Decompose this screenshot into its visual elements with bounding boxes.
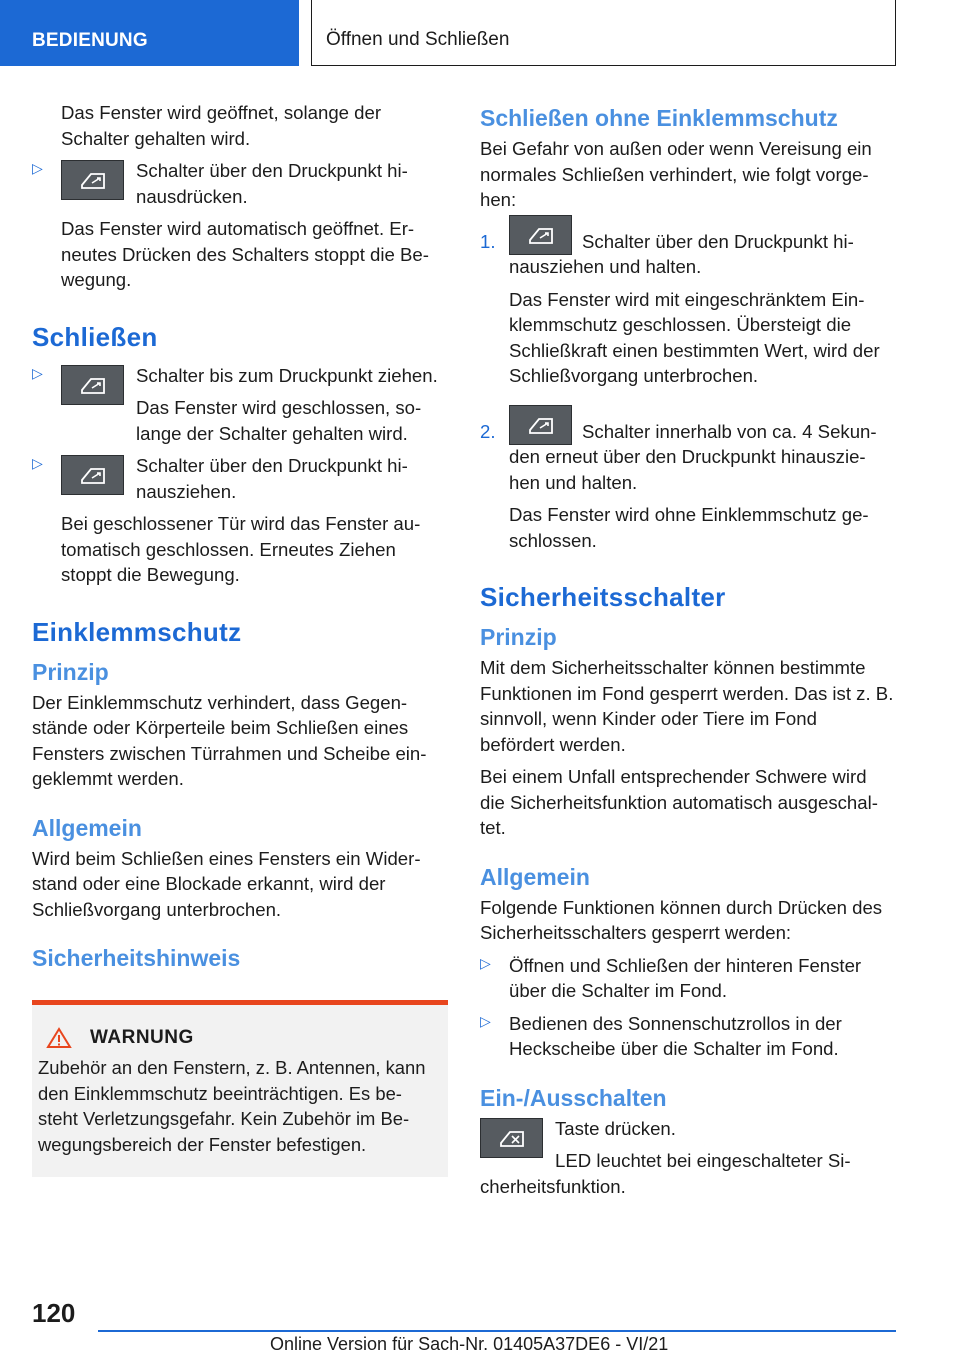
window-switch-icon <box>61 365 124 405</box>
close-item-1 <box>32 363 448 447</box>
right-column <box>480 100 896 1199</box>
left-column <box>32 100 448 1177</box>
step-2-result: Das Fenster wird ohne Einklemmschutz ge-schlossen. <box>509 504 869 551</box>
page-header <box>0 0 960 66</box>
triangle-bullet-icon: ▷ <box>32 364 43 381</box>
triangle-bullet-icon: ▷ <box>32 455 43 471</box>
window-lock-icon <box>480 1118 543 1158</box>
general-text: Wird beim Schließen eines Fensters ein Wider-stand oder eine Blockade erkannt, wird der Schließvorgang unterbrochen. <box>32 847 421 920</box>
list-item-text: Bedienen des Sonnenschutzrollos in der Heckscheibe über die Schalter im Fond. <box>509 1012 842 1059</box>
chapter-title: Öffnen und Schließen <box>311 0 896 66</box>
close-1-action: Schalter bis zum Druckpunkt ziehen. <box>136 364 438 386</box>
principle-text-1: Mit dem Sicherheitsschalter können bestimmte Funktionen im Fond gesperrt werden. Das ist z. B. sinnvoll, wenn Kinder oder Tiere im Fond befördert werden. <box>480 657 894 755</box>
window-switch-icon <box>509 215 572 255</box>
step-number: 2. <box>480 420 496 442</box>
close-1-result: Das Fenster wird geschlossen, so-lange der Schalter gehalten wird. <box>136 397 422 444</box>
close-heading: Schließen <box>32 321 158 352</box>
safety-switch-heading: Sicherheitsschalter <box>480 582 726 612</box>
triangle-bullet-icon: ▷ <box>480 954 491 971</box>
list-item-text: Öffnen und Schließen der hinteren Fenster über die Schalter im Fond. <box>509 954 862 1001</box>
close-2-action: Schalter über den Druckpunkt hi-nausziehen. <box>136 455 408 502</box>
window-switch-icon <box>509 405 572 445</box>
general-heading: Allgemein <box>480 863 590 890</box>
close-without-pinch-intro: Bei Gefahr von außen oder wenn Vereisung ein normales Schließen verhindert, wie folgt vorge-hen: <box>480 138 872 210</box>
pinch-protection-heading: Einklemmschutz <box>32 616 242 647</box>
general-heading: Allgemein <box>32 814 142 841</box>
open-auto-action: Schalter über den Druckpunkt hi-nausdrücken. <box>136 160 408 207</box>
warning-title: WARNUNG <box>90 1027 194 1048</box>
on-off-result: LED leuchtet bei eingeschalteter Si-cherheitsfunktion. <box>480 1150 851 1197</box>
step-number: 1. <box>480 230 496 252</box>
open-intro-text: Das Fenster wird geöffnet, solange der Schalter gehalten wird. <box>61 102 382 149</box>
step-1-action: Schalter über den Druckpunkt hi-nausziehen und halten. <box>509 230 854 277</box>
section-title: BEDIENUNG <box>0 0 299 66</box>
page-number: 120 <box>32 1298 76 1328</box>
window-switch-icon <box>61 160 124 200</box>
open-auto-item <box>32 158 448 293</box>
footer-version-text: Online Version für Sach-Nr. 01405A37DE6 - VI/21 <box>270 1334 669 1354</box>
on-off-heading: Ein-/Ausschalten <box>480 1084 667 1111</box>
step-2 <box>480 419 896 554</box>
list-item <box>480 1011 896 1062</box>
principle-heading: Prinzip <box>480 624 557 650</box>
close-2-result: Bei geschlossener Tür wird das Fenster au-tomatisch geschlossen. Erneutes Ziehen stoppt die Bewegung. <box>61 513 421 585</box>
general-text: Folgende Funktionen können durch Drücken des Sicherheitsschalters gesperrt werden: <box>480 896 883 943</box>
principle-text: Der Einklemmschutz verhindert, dass Gegen-stände oder Körperteile beim Schließen eines Fensters zwischen Türrahmen und Scheibe ein-geklemmt werden. <box>32 691 427 789</box>
principle-heading: Prinzip <box>32 658 109 685</box>
footer-divider <box>98 1330 896 1332</box>
on-off-action: Taste drücken. <box>555 1117 676 1139</box>
window-switch-icon <box>61 455 124 495</box>
open-auto-result: Das Fenster wird automatisch geöffnet. Er-neutes Drücken des Schalters stoppt die Be-wegung. <box>61 218 429 290</box>
warning-triangle-icon <box>46 1027 72 1049</box>
safety-notice-heading: Sicherheitshinweis <box>32 945 241 971</box>
close-item-2 <box>32 453 448 588</box>
close-without-pinch-heading: Schließen ohne Einklemmschutz <box>480 105 838 131</box>
step-2-action: Schalter innerhalb von ca. 4 Sekun-den erneut über den Druckpunkt hinauszie-hen und halten. <box>509 420 877 493</box>
step-1-result: Das Fenster wird mit eingeschränktem Ein-klemmschutz geschlossen. Übersteigt die Schließkraft einen bestimmten Wert, wird der Schließvorgang unterbrochen. <box>509 288 880 386</box>
on-off-row <box>480 1116 896 1200</box>
warning-text: Zubehör an den Fenstern, z. B. Antennen, kann den Einklemmschutz beeinträchtigen. Es be-steht Verletzungsgefahr. Kein Zubehör im Be-wegungsbereich der Fenster befestigen. <box>38 1057 426 1155</box>
warning-title-row <box>38 1027 440 1049</box>
step-1 <box>480 229 896 389</box>
warning-box <box>32 1000 448 1177</box>
triangle-bullet-icon: ▷ <box>32 160 43 176</box>
list-item <box>480 953 896 1004</box>
triangle-bullet-icon: ▷ <box>480 1012 491 1029</box>
principle-text-2: Bei einem Unfall entsprechender Schwere wird die Sicherheitsfunktion automatisch ausgeschal-tet. <box>480 766 878 838</box>
